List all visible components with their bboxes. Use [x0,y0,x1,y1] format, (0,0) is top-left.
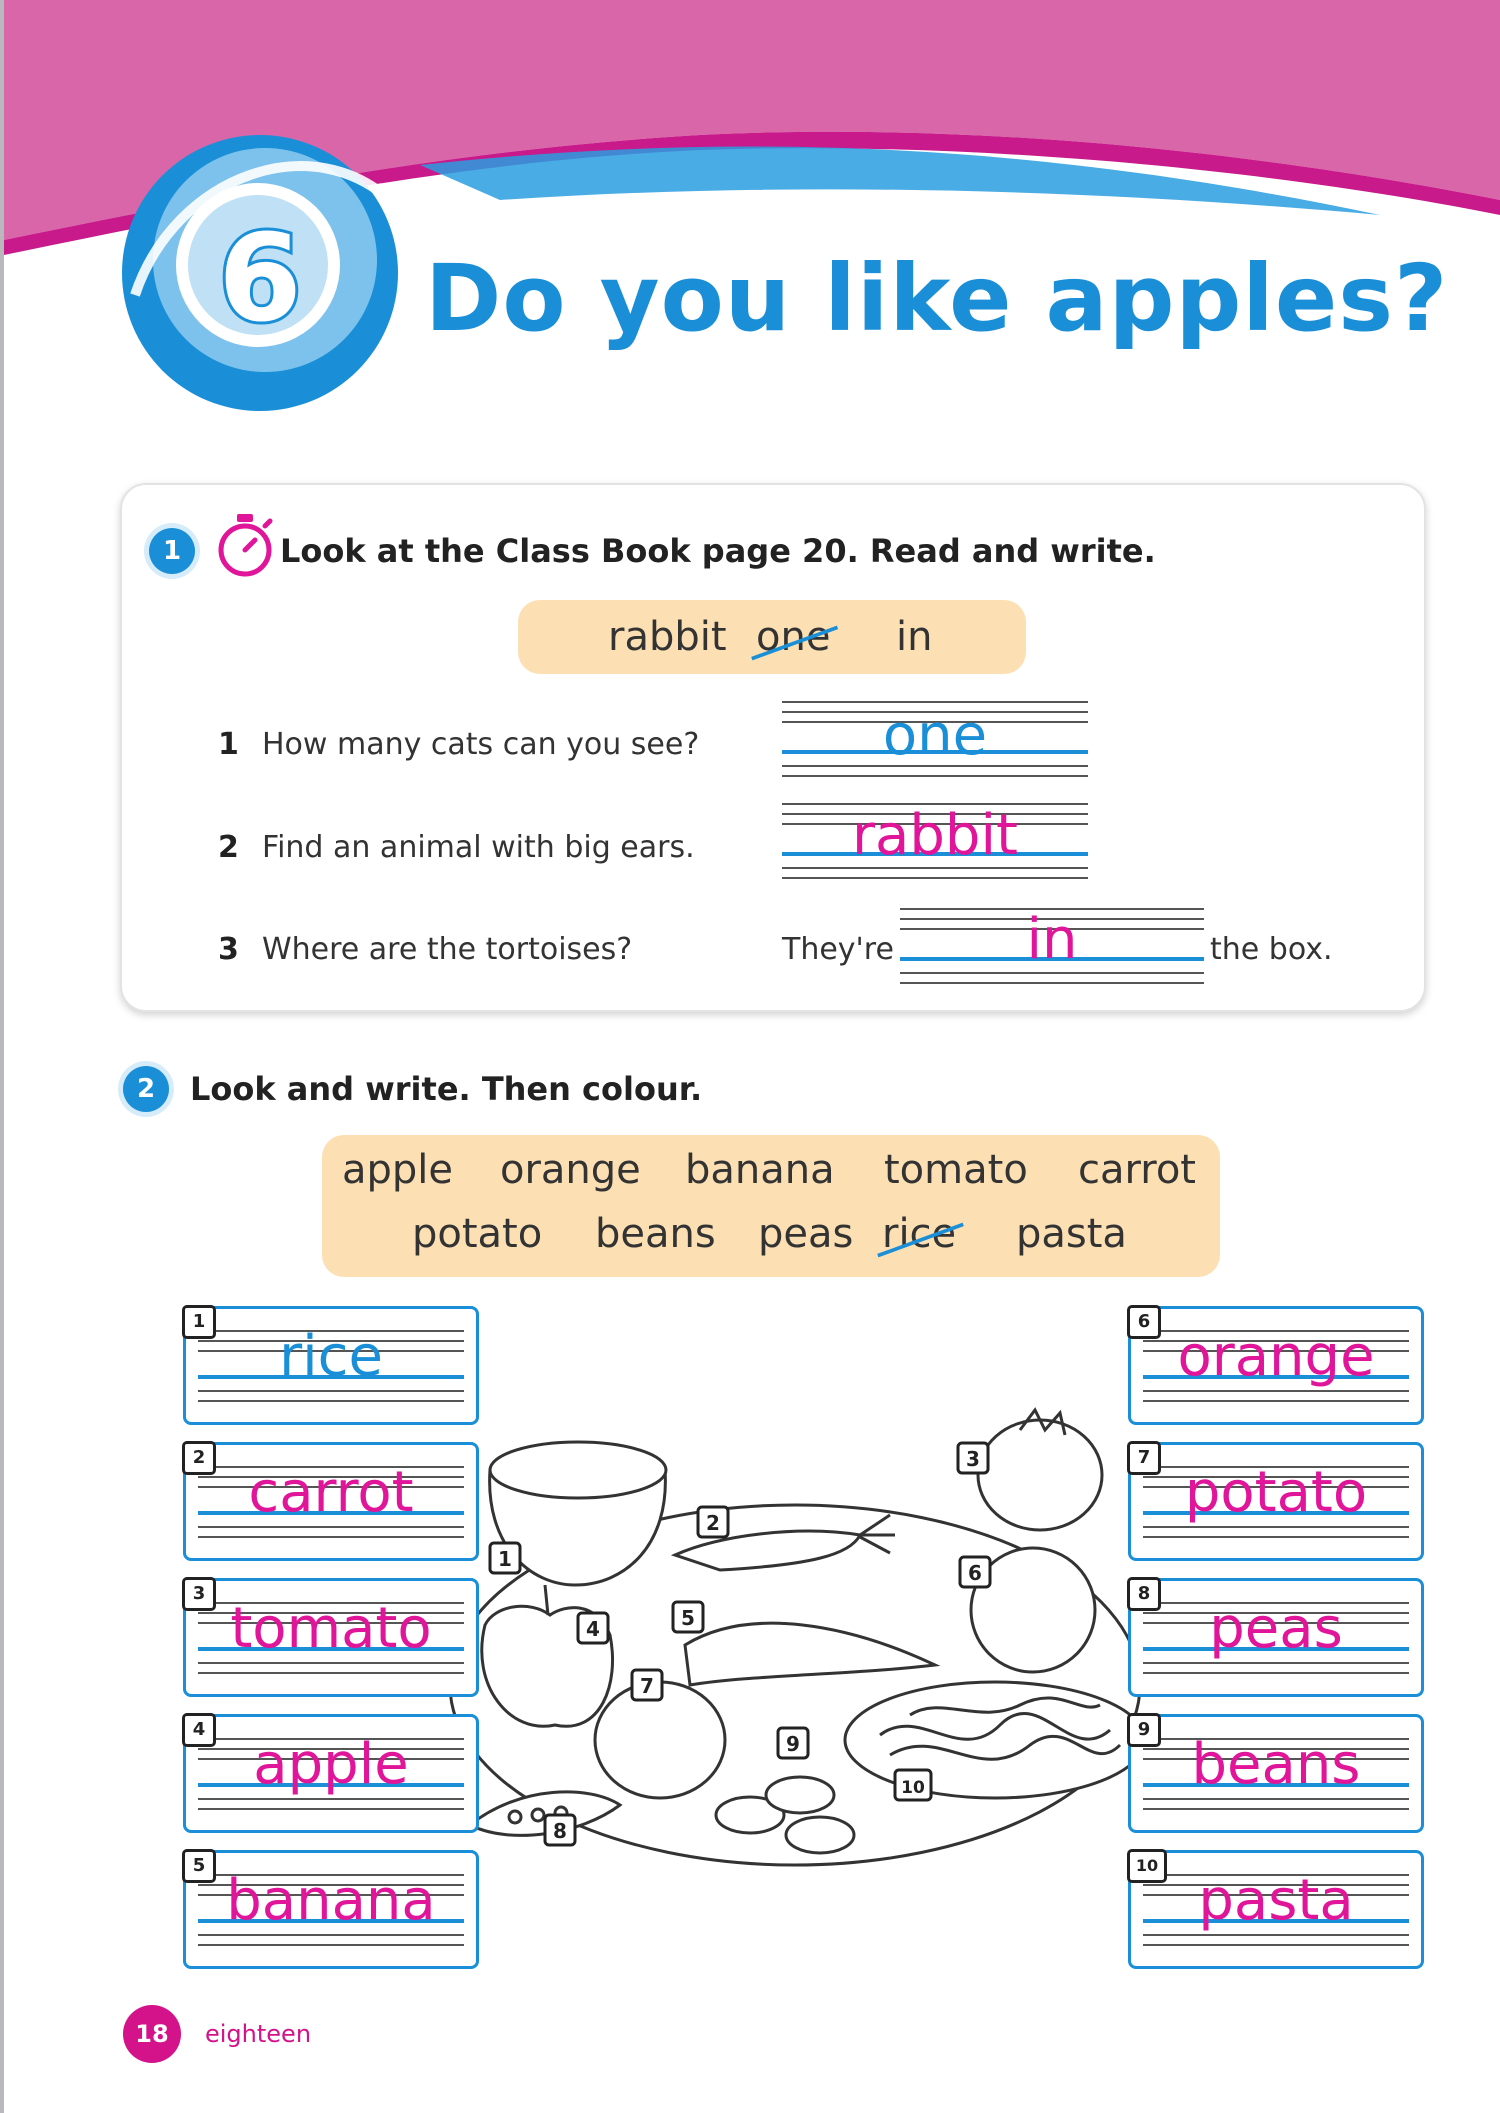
svg-text:7: 7 [640,1674,654,1698]
word-bank-item: apple [342,1147,454,1193]
exercise1-instruction: Look at the Class Book page 20. Read and write. [280,532,1156,570]
picture-label [960,1557,990,1587]
picture-label [698,1507,728,1537]
exercise1-number: 1 [149,528,195,574]
exercise2-number: 2 [123,1066,169,1112]
food-illustration [420,1385,1180,1885]
word-bank-item: peas [758,1211,854,1257]
word-bank-item: in [896,614,933,660]
answer-card-number: 6 [1127,1305,1161,1339]
answer-card-number: 5 [182,1849,216,1883]
answer-word: apple [253,1732,409,1797]
answer-word: peas [1209,1596,1343,1661]
answer-card-number: 10 [1127,1849,1167,1883]
answer-card-number: 1 [182,1305,216,1339]
word-bank-item: orange [500,1147,641,1193]
question-text: How many cats can you see? [262,727,700,762]
sentence-prefix: They're [782,932,894,967]
word-bank-item-crossed: one [756,614,830,660]
answer-card [1128,1578,1424,1697]
answer-card [1128,1850,1424,1969]
sentence-suffix: the box. [1210,932,1333,967]
answer-card-number: 8 [1127,1577,1161,1611]
page-edge [0,0,4,2113]
strike-mark [876,1217,965,1263]
answer-word: tomato [230,1596,432,1661]
picture-label [632,1670,662,1700]
word-bank-item: beans [595,1211,716,1257]
question-text: Find an animal with big ears. [262,830,695,865]
question-number: 2 [218,830,239,865]
answer-card [183,1306,479,1425]
svg-text:9: 9 [786,1732,800,1756]
answer-card [1128,1306,1424,1425]
exercise1-word-bank [518,600,1026,674]
answer-card [1128,1714,1424,1833]
answer-card-number: 9 [1127,1713,1161,1747]
answer-word: beans [1191,1732,1361,1797]
stopwatch-icon [215,512,275,580]
page-number-word: eighteen [205,2020,312,2048]
strike-mark [750,620,839,666]
answer-word: pasta [1198,1868,1354,1933]
question-text: Where are the tortoises? [262,932,633,967]
answer-word: potato [1184,1460,1368,1525]
answer-card [183,1442,479,1561]
word-bank-item: tomato [884,1147,1028,1193]
picture-label [778,1728,808,1758]
svg-text:4: 4 [586,1617,600,1641]
word-bank-item: potato [412,1211,543,1257]
question-number: 3 [218,932,239,967]
svg-text:8: 8 [553,1819,567,1843]
answer-word: carrot [248,1460,414,1525]
answer-card-number: 7 [1127,1441,1161,1475]
answer-text: rabbit [852,803,1018,868]
answer-card-number: 3 [182,1577,216,1611]
unit-number: 6 [218,210,302,349]
word-bank-item: rabbit [608,614,727,660]
answer-text: in [1026,907,1078,972]
picture-label [895,1770,931,1800]
picture-label [545,1815,575,1845]
svg-text:5: 5 [681,1606,695,1630]
picture-label [673,1602,703,1632]
answer-card [183,1714,479,1833]
picture-label [490,1543,520,1573]
answer-word: banana [226,1868,436,1933]
svg-text:3: 3 [966,1447,980,1471]
answer-word: orange [1177,1324,1375,1389]
picture-label [578,1613,608,1643]
question-number: 1 [218,727,239,762]
answer-word: rice [279,1324,383,1389]
answer-text: one [882,703,988,768]
svg-text:1: 1 [498,1547,512,1571]
answer-card-number: 2 [182,1441,216,1475]
svg-text:10: 10 [901,1778,925,1798]
answer-card [183,1850,479,1969]
answer-card [183,1578,479,1697]
picture-label [958,1443,988,1473]
exercise2-instruction: Look and write. Then colour. [190,1070,703,1108]
word-bank-item-crossed: rice [882,1211,956,1257]
word-bank-item: pasta [1016,1211,1127,1257]
page-number: 18 [123,2005,181,2063]
answer-card-number: 4 [182,1713,216,1747]
exercise2-word-bank [322,1135,1220,1277]
word-bank-item: carrot [1078,1147,1196,1193]
word-bank-item: banana [685,1147,835,1193]
answer-card [1128,1442,1424,1561]
svg-text:2: 2 [706,1511,720,1535]
svg-text:6: 6 [968,1561,982,1585]
page-title: Do you like apples? [425,245,1449,352]
